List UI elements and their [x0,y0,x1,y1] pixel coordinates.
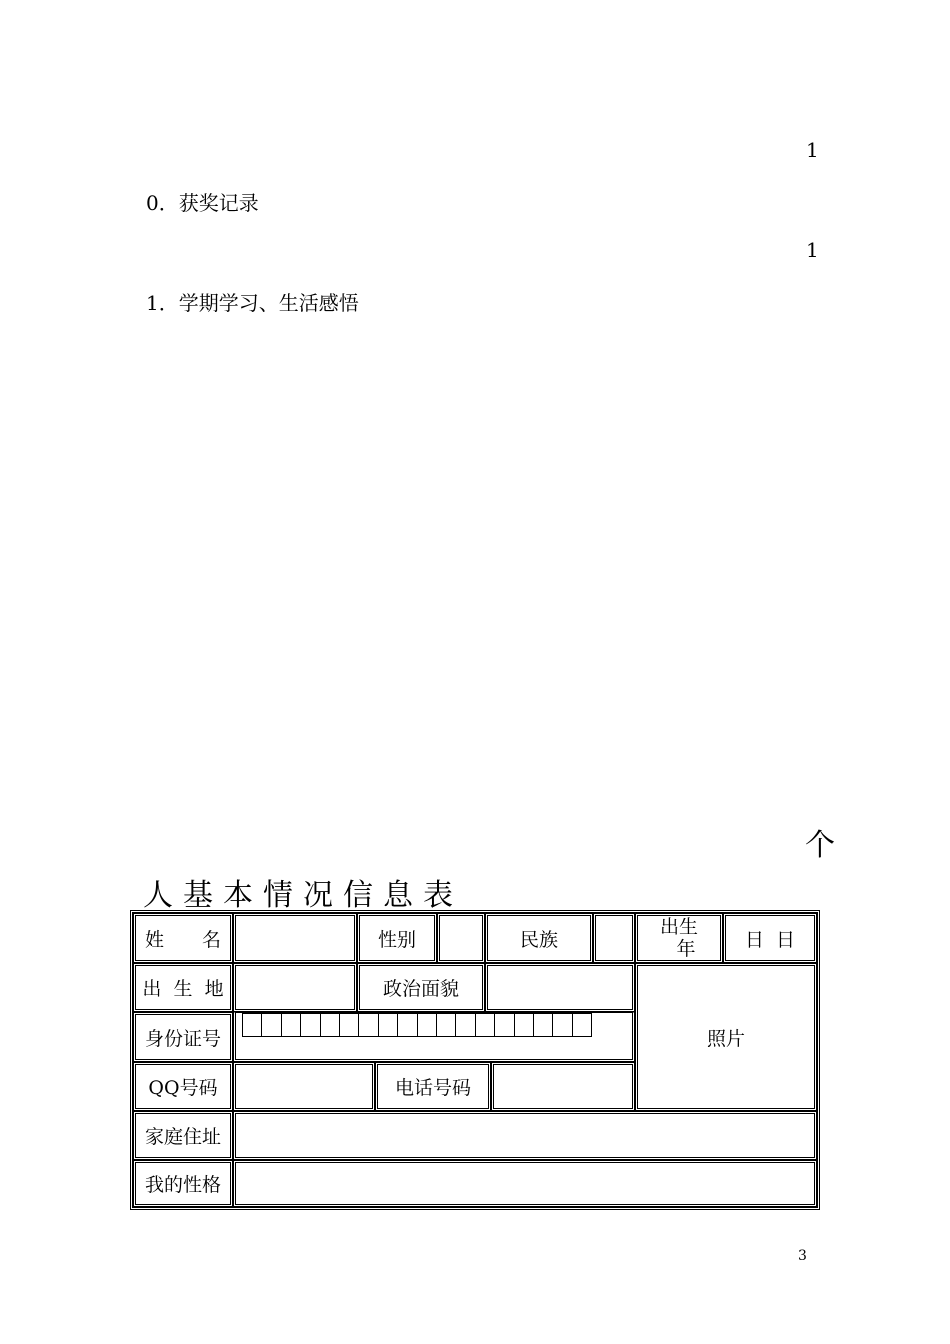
political-value-cell[interactable] [485,963,635,1012]
phone-label: 电话号码 [394,1077,471,1099]
qq-label-cell [133,1062,233,1111]
continuation-number-b: 1 [806,238,819,262]
name-value-cell[interactable] [233,913,357,963]
birthplace-value-cell[interactable] [233,963,357,1012]
page-number: 3 [798,1248,807,1264]
id-digit-box[interactable] [320,1013,340,1037]
title-first-char: 个 [805,828,835,863]
id-digit-box[interactable] [339,1013,359,1037]
political-label-cell [357,963,485,1012]
id-digit-box[interactable] [378,1013,398,1037]
id-label-cell [133,1012,233,1062]
personality-label-cell [133,1160,233,1207]
personality-label: 我的性格 [144,1174,221,1196]
id-digit-box[interactable] [261,1013,281,1037]
address-label-cell [133,1111,233,1160]
table-title: 人基本情况信息表 [143,878,463,913]
month-day-label: 日 日 [744,928,796,951]
id-digit-box[interactable] [300,1013,320,1037]
ethnic-label: 民族 [519,928,558,951]
photo-label: 照片 [706,1027,745,1050]
name-label: 姓 名 [144,928,221,951]
id-digit-box[interactable] [397,1013,417,1037]
birth-label-top: 出生 [659,916,698,938]
id-digit-box[interactable] [281,1013,301,1037]
birth-value-cell[interactable] [723,913,817,963]
photo-cell[interactable] [635,963,817,1111]
political-label: 政治面貌 [382,978,459,1000]
id-digit-box[interactable] [358,1013,378,1037]
id-digit-box[interactable] [475,1013,495,1037]
section-heading-awards: 0．获奖记录 [146,191,259,215]
phone-label-cell [375,1062,491,1111]
id-digit-box[interactable] [533,1013,553,1037]
address-label: 家庭住址 [144,1126,221,1148]
id-value-cell[interactable] [233,1012,635,1062]
id-digit-box[interactable] [552,1013,572,1037]
gender-value-cell[interactable] [437,913,485,963]
qq-label: QQ号码 [148,1077,218,1099]
id-digit-box[interactable] [417,1013,437,1037]
qq-value-cell[interactable] [233,1062,375,1111]
birthplace-label: 出 生 地 [142,978,224,1000]
name-label-cell [133,913,233,963]
section-heading-reflections: 1．学期学习、生活感悟 [146,291,359,315]
ethnic-value-cell[interactable] [593,913,635,963]
birthplace-label-cell [133,963,233,1012]
birth-label-bottom: 年 [676,938,696,960]
id-digit-box[interactable] [514,1013,534,1037]
address-value-cell[interactable] [233,1111,817,1160]
id-digit-boxes [242,1013,632,1037]
id-digit-box[interactable] [494,1013,514,1037]
gender-label: 性别 [377,928,416,951]
ethnic-label-cell [485,913,593,963]
gender-label-cell [357,913,437,963]
info-table [130,910,820,1210]
id-digit-box[interactable] [436,1013,456,1037]
id-label: 身份证号 [144,1027,221,1050]
id-digit-box[interactable] [572,1013,592,1037]
phone-value-cell[interactable] [491,1062,635,1111]
birth-label-cell [635,913,723,963]
id-digit-box[interactable] [242,1013,262,1037]
continuation-number-a: 1 [806,138,819,162]
id-digit-box[interactable] [455,1013,475,1037]
personality-value-cell[interactable] [233,1160,817,1207]
